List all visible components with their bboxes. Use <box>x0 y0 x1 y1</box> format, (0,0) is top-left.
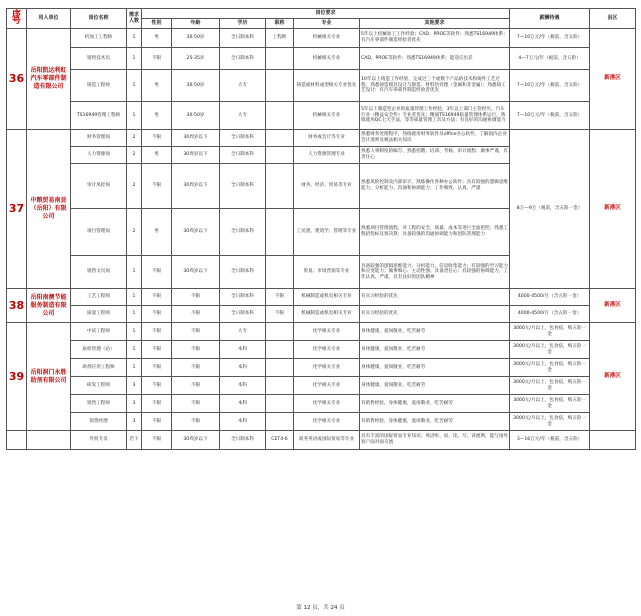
cell-other: 熟悉风险控制及内部审计，熟练操作各种办公软件；具有较强的逻辑思维能力、分析能力、沟通和协调能力；工作细致，认真，严谨 <box>360 164 510 209</box>
cell-title <box>266 147 294 164</box>
cell-position: 人力资源岗 <box>71 147 127 164</box>
cell-gender: 不限 <box>142 306 172 323</box>
cell-other: 5年以上机械加工工作经验；CAD、PROE等软件；熟悉TS16949体系；有汽车零部件制造经验者优先 <box>360 29 510 48</box>
cell-count: 1 <box>127 48 142 70</box>
cell-age: 不限 <box>172 306 220 323</box>
cell-major: 机械相关专业 <box>294 102 360 130</box>
cell-other: CAD、PROE等软件；熟悉TS16949体系；能适应出差 <box>360 48 510 70</box>
cell-count: 2 <box>127 164 142 209</box>
cell-count: 1 <box>127 70 142 102</box>
cell-gender: 不限 <box>142 341 172 359</box>
cell-education: 全日制本科 <box>220 130 266 147</box>
cell-salary: 3—16万元/年（税前，含五险） <box>510 431 590 450</box>
cell-salary: 3000元/月以上，包食宿，购五险一金 <box>510 323 590 341</box>
cell-salary: 3000元/月以上，包食宿，购五险一金 <box>510 377 590 395</box>
cell-other: 身体健康，爱岗敬业，吃苦耐劳 <box>360 341 510 359</box>
cell-count: 2 <box>127 209 142 256</box>
cell-education: 全日制本科 <box>220 209 266 256</box>
cell-count: 1 <box>127 306 142 323</box>
cell-title <box>266 413 294 431</box>
cell-title <box>266 341 294 359</box>
cell-position: 中试工程师 <box>71 323 127 341</box>
header-other: 其他要求 <box>360 19 510 29</box>
group-seq <box>7 431 27 450</box>
cell-position: 质检管理（站） <box>71 341 127 359</box>
cell-education: 大专 <box>220 102 266 130</box>
cell-education: 全日制本科 <box>220 164 266 209</box>
cell-other: 具备较强的逻辑思维能力、分析能力、信息收集能力；有较强的学习能力和应变能力；做事细心、主动性强；具备责任心；有较强的协调能力，工作认真、严谨，具有良好的团队精神 <box>360 256 510 289</box>
table-row <box>7 130 636 147</box>
cell-position: 质量工程师 <box>71 306 127 323</box>
group-district: 新港区 <box>590 130 636 289</box>
cell-age: 30周岁以下 <box>172 431 220 450</box>
job-table <box>6 8 636 450</box>
table-row <box>7 413 636 431</box>
cell-education: 全日制本科 <box>220 48 266 70</box>
cell-count: 1 <box>127 323 142 341</box>
job-table-body <box>7 29 636 450</box>
cell-major: 铸造或材料成型相关专业优先 <box>294 70 360 102</box>
cell-education: 本科 <box>220 395 266 413</box>
cell-major: 贸易、市场营销等专业 <box>294 256 360 289</box>
table-row <box>7 323 636 341</box>
cell-salary: 3000元/月以上，包食宿，购五险一金 <box>510 341 590 359</box>
cell-major: 商务英语或国际贸易等专业 <box>294 431 360 450</box>
cell-gender: 不限 <box>142 289 172 306</box>
group-district: 新港区 <box>590 289 636 323</box>
cell-age: 30周岁以下 <box>172 130 220 147</box>
header-district: 县区 <box>590 9 636 29</box>
group-seq: 36 <box>7 29 27 130</box>
cell-major: 化学相关专业 <box>294 413 360 431</box>
cell-education: 全日制本科 <box>220 256 266 289</box>
cell-other: 有实习经验的优先 <box>360 306 510 323</box>
cell-count: 1 <box>127 341 142 359</box>
cell-age: 不限 <box>172 377 220 395</box>
cell-count: 2 <box>127 130 142 147</box>
cell-count: 1 <box>127 29 142 48</box>
cell-age: 不限 <box>172 323 220 341</box>
page-footer: 第 12 页，共 24 页 <box>296 605 345 611</box>
header-requirements: 岗位要求 <box>142 9 510 19</box>
cell-count: 1 <box>127 256 142 289</box>
cell-age: 30-50岁 <box>172 70 220 102</box>
cell-position: 销售文员岗 <box>71 256 127 289</box>
cell-education: 本科 <box>220 377 266 395</box>
header-age: 年龄 <box>172 19 220 29</box>
cell-education: 全日制本科 <box>220 29 266 48</box>
cell-major: 化学相关专业 <box>294 395 360 413</box>
group-unit: 岳阳南澳节能服务制造有限公司 <box>27 289 71 323</box>
table-row <box>7 395 636 413</box>
cell-major: 财务或会计等专业 <box>294 130 360 147</box>
cell-age: 不限 <box>172 395 220 413</box>
cell-age: 30-50岁 <box>172 29 220 48</box>
cell-major: 机械制造或机电相关专业 <box>294 289 360 306</box>
cell-other: 熟悉项目管理流程，对工程的安全、质量、成本等进行全面把控；熟悉工程招投标及预决算；具备较强的沟通协调能力和团队管理能力 <box>360 209 510 256</box>
cell-title <box>266 377 294 395</box>
header-unit: 用人单位 <box>27 9 71 29</box>
cell-gender: 男 <box>142 29 172 48</box>
cell-major: 人力资源管理专业 <box>294 147 360 164</box>
cell-age: 30-50岁 <box>172 102 220 130</box>
cell-salary: 3000元/月以上，包食宿，购五险一金 <box>510 395 590 413</box>
cell-age: 不限 <box>172 413 220 431</box>
cell-title <box>266 323 294 341</box>
cell-other: 10年以上铸造工作经验，完成过三个或数个产品的技术和铸件工艺过程；熟悉铸造模具设计与制造、材料热处理（金属和非金属）；熟悉铸工艺设计；有汽车零部件制造经验者优先 <box>360 70 510 102</box>
cell-position: 研发工程师 <box>71 377 127 395</box>
cell-education: 大专 <box>220 70 266 102</box>
cell-title <box>266 164 294 209</box>
cell-other: 具有丰富的国际贸易专业知识；英语听、说、读、写、译流利，能与国外客户面对面交流 <box>360 431 510 450</box>
cell-title <box>266 359 294 377</box>
cell-gender: 不限 <box>142 359 172 377</box>
cell-position: 项目管理岗 <box>71 209 127 256</box>
cell-title <box>266 48 294 70</box>
group-unit: 岳阳洞门永胜助剂有限公司 <box>27 323 71 431</box>
cell-other: 熟悉财务处理程序，熟练使用财务软件及office办公软件，了解国内企业会计准则及税法相关知识 <box>360 130 510 147</box>
cell-count: 1 <box>127 102 142 130</box>
cell-other: 有销售经验，身体健康，爱岗敬业，吃苦耐劳 <box>360 395 510 413</box>
header-gender: 性别 <box>142 19 172 29</box>
cell-gender: 不限 <box>142 130 172 147</box>
header-salary: 薪酬待遇 <box>510 9 590 29</box>
cell-major: 化学相关专业 <box>294 377 360 395</box>
header-position: 岗位名称 <box>71 9 127 29</box>
cell-position: 销售技术员 <box>71 48 127 70</box>
table-row <box>7 289 636 306</box>
cell-major: 化学相关专业 <box>294 359 360 377</box>
cell-age: 30周岁以下 <box>172 147 220 164</box>
cell-position: 铸造工程师 <box>71 70 127 102</box>
cell-count: 3 <box>127 377 142 395</box>
cell-salary: 7—10万元/年（税前，含五险） <box>510 102 590 130</box>
cell-position: 工艺工程师 <box>71 289 127 306</box>
cell-major: 财务、经济、贸易等专业 <box>294 164 360 209</box>
cell-other: 身体健康，爱岗敬业，吃苦耐劳 <box>360 359 510 377</box>
cell-title <box>266 130 294 147</box>
cell-gender: 男 <box>142 102 172 130</box>
cell-salary: 7—10万元/年（税前，含五险） <box>510 70 590 102</box>
cell-age: 不限 <box>172 359 220 377</box>
cell-title: 不限 <box>266 306 294 323</box>
header-count: 需求人数 <box>127 9 142 29</box>
header-education: 学历 <box>220 19 266 29</box>
header-seq: 序号 <box>7 9 27 29</box>
cell-position: 财务管理岗 <box>71 130 127 147</box>
cell-education: 全日制本科 <box>220 431 266 450</box>
table-row <box>7 70 636 102</box>
table-row <box>7 341 636 359</box>
group-seq: 37 <box>7 130 27 289</box>
cell-other: 有销售经验，身体健康，爱岗敬业，吃苦耐劳 <box>360 413 510 431</box>
cell-title <box>266 102 294 130</box>
cell-other: 身体健康，爱岗敬业，吃苦耐劳 <box>360 377 510 395</box>
cell-major: 机械制造或机电相关专业 <box>294 306 360 323</box>
cell-title <box>266 209 294 256</box>
group-unit: 中粮贸易南县（岳阳）有限公司 <box>27 130 71 289</box>
cell-major: 化学相关专业 <box>294 341 360 359</box>
cell-salary: 4—7万元/年（税前，含五险） <box>510 48 590 70</box>
cell-position: 外贸专员 <box>71 431 127 450</box>
cell-position: TS16949管理工程师 <box>71 102 127 130</box>
cell-education: 本科 <box>220 359 266 377</box>
cell-position: 机加工工程师 <box>71 29 127 48</box>
cell-age: 不限 <box>172 289 220 306</box>
cell-title: 工程师 <box>266 29 294 48</box>
table-row <box>7 431 636 450</box>
cell-title: CET4-6 <box>266 431 294 450</box>
cell-gender: 男 <box>142 147 172 164</box>
cell-major: 化学相关专业 <box>294 323 360 341</box>
cell-position: 助剂应用工程师 <box>71 359 127 377</box>
cell-position: 销售工程师 <box>71 395 127 413</box>
cell-position: 销售经理 <box>71 413 127 431</box>
cell-other: 身体健康，爱岗敬业，吃苦耐劳 <box>360 323 510 341</box>
cell-count: 若干 <box>127 431 142 450</box>
cell-gender: 男 <box>142 70 172 102</box>
cell-gender: 不限 <box>142 395 172 413</box>
cell-title <box>266 70 294 102</box>
group-district <box>590 431 636 450</box>
cell-salary: 3000元/月以上，包食宿，购五险一金 <box>510 359 590 377</box>
cell-salary: 8万—9万（税前，含五险一金） <box>510 130 590 289</box>
cell-age: 30周岁以下 <box>172 256 220 289</box>
cell-major: 工民建、建筑学、管理等专业 <box>294 209 360 256</box>
cell-education: 全日制本科 <box>220 306 266 323</box>
cell-title <box>266 395 294 413</box>
cell-gender: 不限 <box>142 323 172 341</box>
group-district: 新港区 <box>590 323 636 431</box>
cell-gender: 男 <box>142 209 172 256</box>
table-row <box>7 359 636 377</box>
cell-title <box>266 256 294 289</box>
cell-age: 不限 <box>172 341 220 359</box>
cell-salary: 7—10万元/年（税前，含五险） <box>510 29 590 48</box>
cell-count: 1 <box>127 359 142 377</box>
cell-count: 1 <box>127 289 142 306</box>
table-row <box>7 102 636 130</box>
group-unit: 岳阳凯达利虹汽车零部件制造有限公司 <box>27 29 71 130</box>
cell-salary: 4000-4500/月（含五险一金） <box>510 289 590 306</box>
cell-education: 全日制本科 <box>220 289 266 306</box>
cell-other: 熟悉人事制度的编写，熟悉招聘、培训、考核、审计流程；做事严谨，有责任心 <box>360 147 510 164</box>
cell-gender: 不限 <box>142 413 172 431</box>
cell-gender: 不限 <box>142 48 172 70</box>
cell-gender: 不限 <box>142 164 172 209</box>
cell-gender: 不限 <box>142 431 172 450</box>
cell-education: 本科 <box>220 413 266 431</box>
cell-gender: 不限 <box>142 256 172 289</box>
group-district: 新港区 <box>590 29 636 130</box>
cell-education: 全日制本科 <box>220 147 266 164</box>
cell-count: 3 <box>127 413 142 431</box>
cell-education: 本科 <box>220 341 266 359</box>
cell-count: 3 <box>127 395 142 413</box>
table-row <box>7 48 636 70</box>
cell-position: 审计风控岗 <box>71 164 127 209</box>
group-seq: 38 <box>7 289 27 323</box>
cell-gender: 不限 <box>142 377 172 395</box>
cell-major: 机械相关专业 <box>294 48 360 70</box>
header-major: 专业 <box>294 19 360 29</box>
cell-age: 30周岁以下 <box>172 209 220 256</box>
cell-count: 2 <box>127 147 142 164</box>
cell-salary: 4000-4500/月（含五险一金） <box>510 306 590 323</box>
table-row <box>7 306 636 323</box>
cell-other: 5年以上制造型企业的质量管理工作经验，3年以上部门主管经历，汽车行业（精益安全件）专业者优先；精通TS16949质量管理体系运行，熟练使用QC七大手法，等等质量管理工具及方法；有良好的沟通协调能力 <box>360 102 510 130</box>
cell-other: 有实习经验的优先 <box>360 289 510 306</box>
cell-title: 不限 <box>266 289 294 306</box>
table-row <box>7 377 636 395</box>
header-title: 职称 <box>266 19 294 29</box>
cell-age: 30周岁以下 <box>172 164 220 209</box>
cell-age: 25-35岁 <box>172 48 220 70</box>
group-unit <box>27 431 71 450</box>
cell-salary: 3000元/月以上，包食宿，购五险一金 <box>510 413 590 431</box>
table-row <box>7 29 636 48</box>
group-seq: 39 <box>7 323 27 431</box>
cell-education: 大专 <box>220 323 266 341</box>
cell-major: 机械相关专业 <box>294 29 360 48</box>
